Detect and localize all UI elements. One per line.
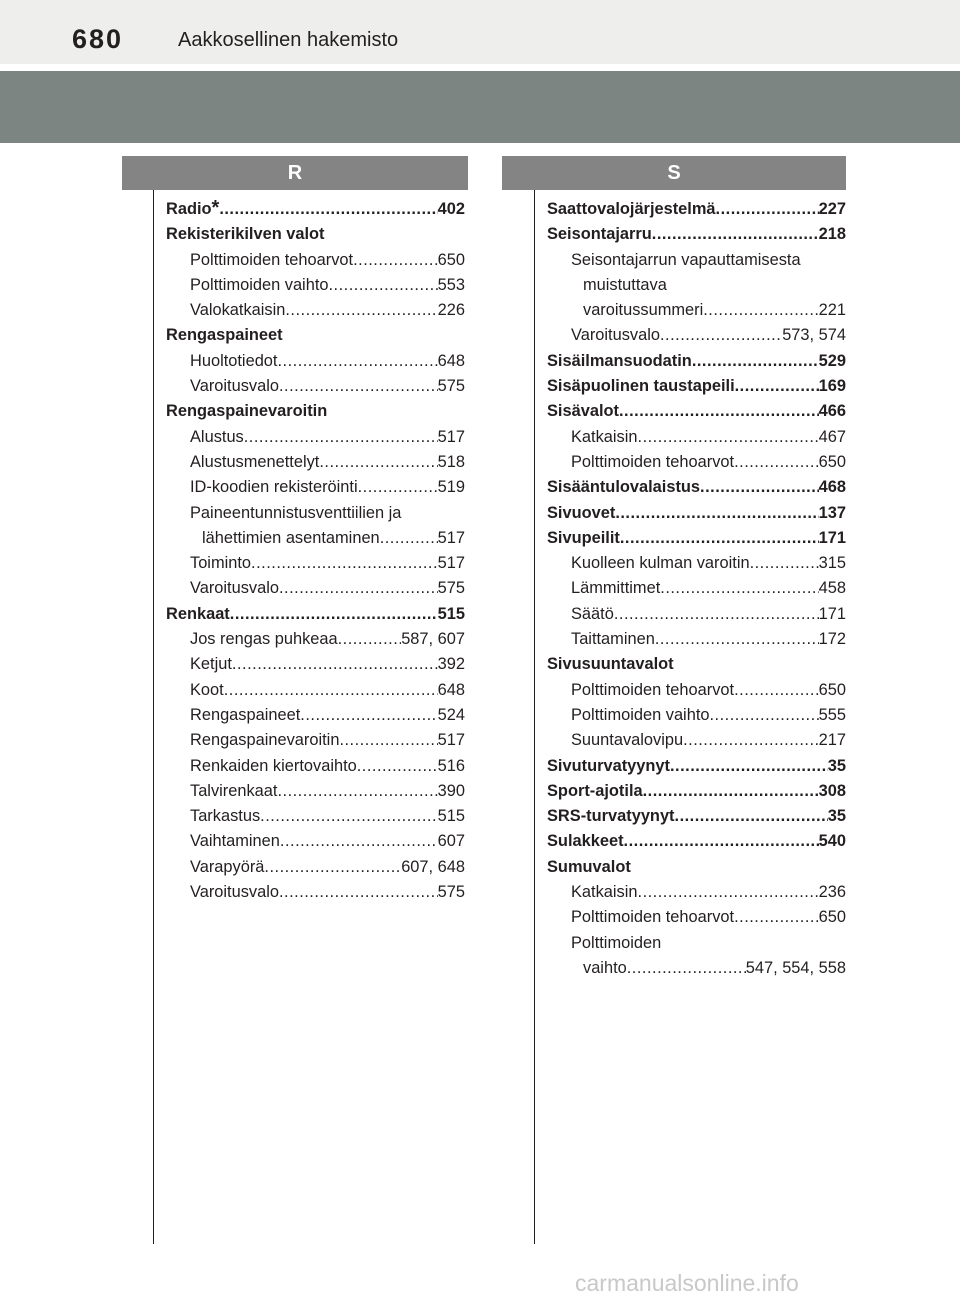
- index-entry: [166, 829, 465, 854]
- page-reference: 575: [437, 377, 465, 396]
- dot-leader: [339, 728, 437, 753]
- page-reference: 390: [437, 781, 465, 800]
- index-entry: [166, 526, 465, 551]
- page-reference: 171: [818, 528, 846, 547]
- index-entry: [547, 222, 846, 247]
- entry-label: Taittaminen: [571, 630, 655, 649]
- entry-label: Polttimoiden tehoarvot: [571, 680, 735, 699]
- entry-label: Rengaspainevaroitin: [166, 402, 328, 421]
- page-reference: 515: [437, 604, 465, 623]
- page-reference: 308: [818, 781, 846, 800]
- index-entry: [547, 425, 846, 450]
- entry-label: Huoltotiedot: [190, 351, 278, 370]
- page-reference: 650: [818, 680, 846, 699]
- index-entry: [166, 374, 465, 399]
- page-reference: 515: [437, 807, 465, 826]
- index-entry: [166, 627, 465, 652]
- index-entry: [547, 880, 846, 905]
- column-divider: [153, 190, 154, 1244]
- page-reference: 519: [437, 478, 465, 497]
- dot-leader: [660, 323, 782, 348]
- page-reference: 35: [827, 756, 846, 775]
- entry-label: muistuttava: [583, 275, 667, 294]
- dot-leader: [280, 829, 438, 854]
- index-entry: [547, 349, 846, 374]
- dot-leader: [353, 248, 438, 273]
- dot-leader: [230, 602, 438, 627]
- entry-label: lähettimien asentaminen: [202, 528, 380, 547]
- entry-label: Sisävalot: [547, 402, 619, 421]
- dot-leader: [277, 349, 437, 374]
- entry-label: Renkaat: [166, 604, 230, 623]
- index-entry: [166, 273, 465, 298]
- entry-label: Polttimoiden tehoarvot: [190, 250, 354, 269]
- entry-label: Tarkastus: [190, 807, 261, 826]
- dot-leader: [750, 551, 819, 576]
- entry-label: Suuntavalovipu: [571, 731, 684, 750]
- index-entry: [547, 754, 846, 779]
- page-reference: 315: [818, 554, 846, 573]
- index-entry: [166, 678, 465, 703]
- entry-label: Sport-ajotila: [547, 781, 643, 800]
- index-entry: [547, 273, 846, 298]
- entry-label: Varoitusvalo: [190, 377, 279, 396]
- entry-label: Sivupeilit: [547, 528, 620, 547]
- entry-label: SRS-turvatyynyt: [547, 807, 675, 826]
- index-entry: [547, 905, 846, 930]
- page-reference: 607: [437, 832, 465, 851]
- entry-label: Polttimoiden tehoarvot: [571, 908, 735, 927]
- entry-label: Kuolleen kulman varoitin: [571, 554, 750, 573]
- page-reference: 392: [437, 655, 465, 674]
- index-entry: [547, 652, 846, 677]
- entry-label: Paineentunnistusventtiilien ja: [190, 503, 402, 522]
- index-entry: [166, 551, 465, 576]
- index-entry: [547, 197, 846, 222]
- watermark: carmanualsonline.info: [575, 1270, 799, 1296]
- dot-leader: [643, 779, 819, 804]
- dot-leader: [700, 475, 819, 500]
- entry-label: Polttimoiden vaihto: [571, 705, 710, 724]
- index-entry: [547, 829, 846, 854]
- index-entry: [547, 248, 846, 273]
- dot-leader: [244, 425, 438, 450]
- index-entry: [166, 450, 465, 475]
- index-entry: [166, 248, 465, 273]
- page-header-bar: [0, 0, 960, 64]
- dot-leader: [734, 450, 819, 475]
- entry-label: Lämmittimet: [571, 579, 661, 598]
- dot-leader: [219, 197, 437, 222]
- dot-leader: [716, 197, 819, 222]
- entry-label: Varoitusvalo: [190, 579, 279, 598]
- index-entry: [547, 855, 846, 880]
- dot-leader: [624, 829, 819, 854]
- entry-label: Sivusuuntavalot: [547, 655, 674, 674]
- page-reference: 517: [437, 554, 465, 573]
- entry-label: Vaihtaminen: [190, 832, 280, 851]
- page-reference: 648: [437, 680, 465, 699]
- dot-leader: [735, 374, 819, 399]
- page-reference: 236: [818, 883, 846, 902]
- page-reference: 172: [818, 630, 846, 649]
- entry-label: Alustusmenettelyt: [190, 452, 320, 471]
- page-reference: 517: [437, 731, 465, 750]
- dot-leader: [703, 298, 818, 323]
- dot-leader: [710, 703, 819, 728]
- index-column-r: [166, 197, 465, 905]
- dot-leader: [285, 298, 437, 323]
- index-entry: [547, 931, 846, 956]
- dot-leader: [279, 576, 438, 601]
- page-reference: 221: [818, 301, 846, 320]
- entry-label: Radio: [166, 200, 212, 218]
- index-entry: [166, 880, 465, 905]
- page-reference: 648: [437, 351, 465, 370]
- entry-label: Sisäpuolinen taustapeili: [547, 377, 735, 396]
- dot-leader: [264, 855, 401, 880]
- page-number: 680: [72, 24, 124, 54]
- entry-label: Rekisterikilven valot: [166, 225, 325, 244]
- index-entry: [166, 779, 465, 804]
- page-reference: 650: [437, 250, 465, 269]
- entry-label: Polttimoiden vaihto: [190, 275, 329, 294]
- page-reference: 650: [818, 908, 846, 927]
- dot-leader: [260, 804, 438, 829]
- entry-label: Rengaspaineet: [166, 326, 283, 345]
- index-entry: [547, 956, 846, 981]
- page-reference: 467: [818, 427, 846, 446]
- dot-leader: [279, 880, 438, 905]
- index-entry: [547, 475, 846, 500]
- index-entry: [547, 703, 846, 728]
- page-reference: 573, 574: [782, 326, 846, 345]
- index-entry: Radio * ..... 402: [166, 197, 465, 222]
- entry-label: Sisäilmansuodatin: [547, 351, 692, 370]
- dot-leader: [277, 779, 437, 804]
- entry-label: Varoitusvalo: [571, 326, 660, 345]
- index-entry: [547, 526, 846, 551]
- index-column-s: [547, 197, 846, 981]
- index-entry: [166, 501, 465, 526]
- dot-leader: [614, 602, 819, 627]
- index-entry: [547, 551, 846, 576]
- dot-leader: [279, 374, 438, 399]
- entry-label: Katkaisin: [571, 883, 638, 902]
- index-entry: [547, 576, 846, 601]
- page-reference: 524: [437, 705, 465, 724]
- dot-leader: [619, 399, 819, 424]
- section-header-s: S: [502, 156, 846, 190]
- entry-label: Säätö: [571, 604, 614, 623]
- entry-label: Rengaspaineet: [190, 705, 301, 724]
- entry-label: Sivuovet: [547, 503, 616, 522]
- decorative-band: [0, 71, 960, 143]
- index-entry: [166, 703, 465, 728]
- index-entry: [547, 298, 846, 323]
- dot-leader: [620, 526, 819, 551]
- dot-leader: [224, 678, 438, 703]
- index-entry: [547, 602, 846, 627]
- page-reference: 402: [437, 200, 465, 218]
- page-reference: 553: [437, 275, 465, 294]
- entry-label: Varoitusvalo: [190, 883, 279, 902]
- dot-leader: [692, 349, 819, 374]
- dot-leader: [683, 728, 819, 753]
- dot-leader: [300, 703, 437, 728]
- dot-leader: [338, 627, 402, 652]
- page-reference: 607, 648: [401, 857, 465, 876]
- index-entry: [166, 349, 465, 374]
- dot-leader: [638, 880, 819, 905]
- index-entry: [166, 475, 465, 500]
- page-reference: 650: [818, 452, 846, 471]
- index-entry: [166, 602, 465, 627]
- index-entry: [547, 728, 846, 753]
- page-title: Aakkosellinen hakemisto: [178, 29, 399, 51]
- dot-leader: [232, 652, 438, 677]
- page-reference: 217: [818, 731, 846, 750]
- index-entry: [547, 804, 846, 829]
- dot-leader: [380, 526, 438, 551]
- dot-leader: [358, 475, 438, 500]
- dot-leader: [357, 754, 438, 779]
- index-entry: [166, 804, 465, 829]
- entry-label: varoitussummeri: [583, 301, 704, 320]
- index-entry: [166, 855, 465, 880]
- page-reference: 529: [818, 351, 846, 370]
- page-reference: 517: [437, 528, 465, 547]
- entry-label: Ketjut: [190, 655, 232, 674]
- entry-label: Valokatkaisin: [190, 301, 286, 320]
- page-reference: 35: [827, 807, 846, 826]
- index-entry: [547, 450, 846, 475]
- entry-label: Seisontajarru: [547, 225, 652, 244]
- page-reference: 575: [437, 883, 465, 902]
- index-entry: [166, 399, 465, 424]
- entry-label: Talvirenkaat: [190, 781, 278, 800]
- entry-label: Toiminto: [190, 554, 252, 573]
- page-reference: 468: [818, 478, 846, 497]
- page-reference: 137: [818, 503, 846, 522]
- entry-label: Varapyörä: [190, 857, 265, 876]
- index-entry: [166, 728, 465, 753]
- index-entry: [547, 678, 846, 703]
- dot-leader: [655, 627, 819, 652]
- entry-label: Rengaspainevaroitin: [190, 731, 340, 750]
- page-reference: 458: [818, 579, 846, 598]
- index-entry: [547, 323, 846, 348]
- dot-leader: [670, 754, 828, 779]
- dot-leader: [675, 804, 828, 829]
- entry-label: Alustus: [190, 427, 244, 446]
- page-reference: 518: [437, 452, 465, 471]
- index-entry: [166, 576, 465, 601]
- index-entry: [166, 425, 465, 450]
- entry-label: vaihto: [583, 958, 627, 977]
- dot-leader: [734, 678, 819, 703]
- index-entry: [166, 298, 465, 323]
- entry-label: Koot: [190, 680, 224, 699]
- entry-label: Sumuvalot: [547, 857, 631, 876]
- page-reference: 516: [437, 756, 465, 775]
- page-reference: 218: [818, 225, 846, 244]
- page-reference: 555: [818, 705, 846, 724]
- page-reference: 540: [818, 832, 846, 851]
- entry-label: Sulakkeet: [547, 832, 624, 851]
- entry-label: Sivuturvatyynyt: [547, 756, 670, 775]
- page-reference: 227: [818, 200, 846, 218]
- index-entry: [166, 754, 465, 779]
- page-reference: 226: [437, 301, 465, 320]
- index-entry: [166, 323, 465, 348]
- index-entry: [547, 501, 846, 526]
- index-entry: [166, 652, 465, 677]
- page-reference: 547, 554, 558: [745, 958, 846, 977]
- dot-leader: [329, 273, 438, 298]
- entry-label: Polttimoiden tehoarvot: [571, 452, 735, 471]
- dot-leader: [652, 222, 819, 247]
- entry-label: Renkaiden kiertovaihto: [190, 756, 357, 775]
- entry-label: Jos rengas puhkeaa: [190, 630, 338, 649]
- page-reference: 587, 607: [401, 630, 465, 649]
- entry-label: Sisääntulovalaistus: [547, 478, 701, 497]
- index-entry: [547, 779, 846, 804]
- dot-leader: [638, 425, 819, 450]
- entry-label: Katkaisin: [571, 427, 638, 446]
- column-divider: [534, 190, 535, 1244]
- dot-leader: [319, 450, 437, 475]
- page-reference: 169: [818, 377, 846, 396]
- index-entry: [547, 627, 846, 652]
- dot-leader: [627, 956, 746, 981]
- dot-leader: [251, 551, 438, 576]
- page-reference: 517: [437, 427, 465, 446]
- page-reference: 171: [818, 604, 846, 623]
- index-entry: [166, 222, 465, 247]
- entry-label: Polttimoiden: [571, 933, 662, 952]
- dot-leader: [615, 501, 818, 526]
- entry-label: Saattovalojärjestelmä: [547, 200, 716, 218]
- page-reference: 575: [437, 579, 465, 598]
- index-entry: [547, 374, 846, 399]
- page-reference: 466: [818, 402, 846, 421]
- entry-label: ID-koodien rekisteröinti: [190, 478, 358, 497]
- dot-leader: [660, 576, 818, 601]
- entry-label: Seisontajarrun vapauttamisesta: [571, 250, 801, 269]
- index-entry: [547, 399, 846, 424]
- dot-leader: [734, 905, 819, 930]
- section-header-r: R: [122, 156, 468, 190]
